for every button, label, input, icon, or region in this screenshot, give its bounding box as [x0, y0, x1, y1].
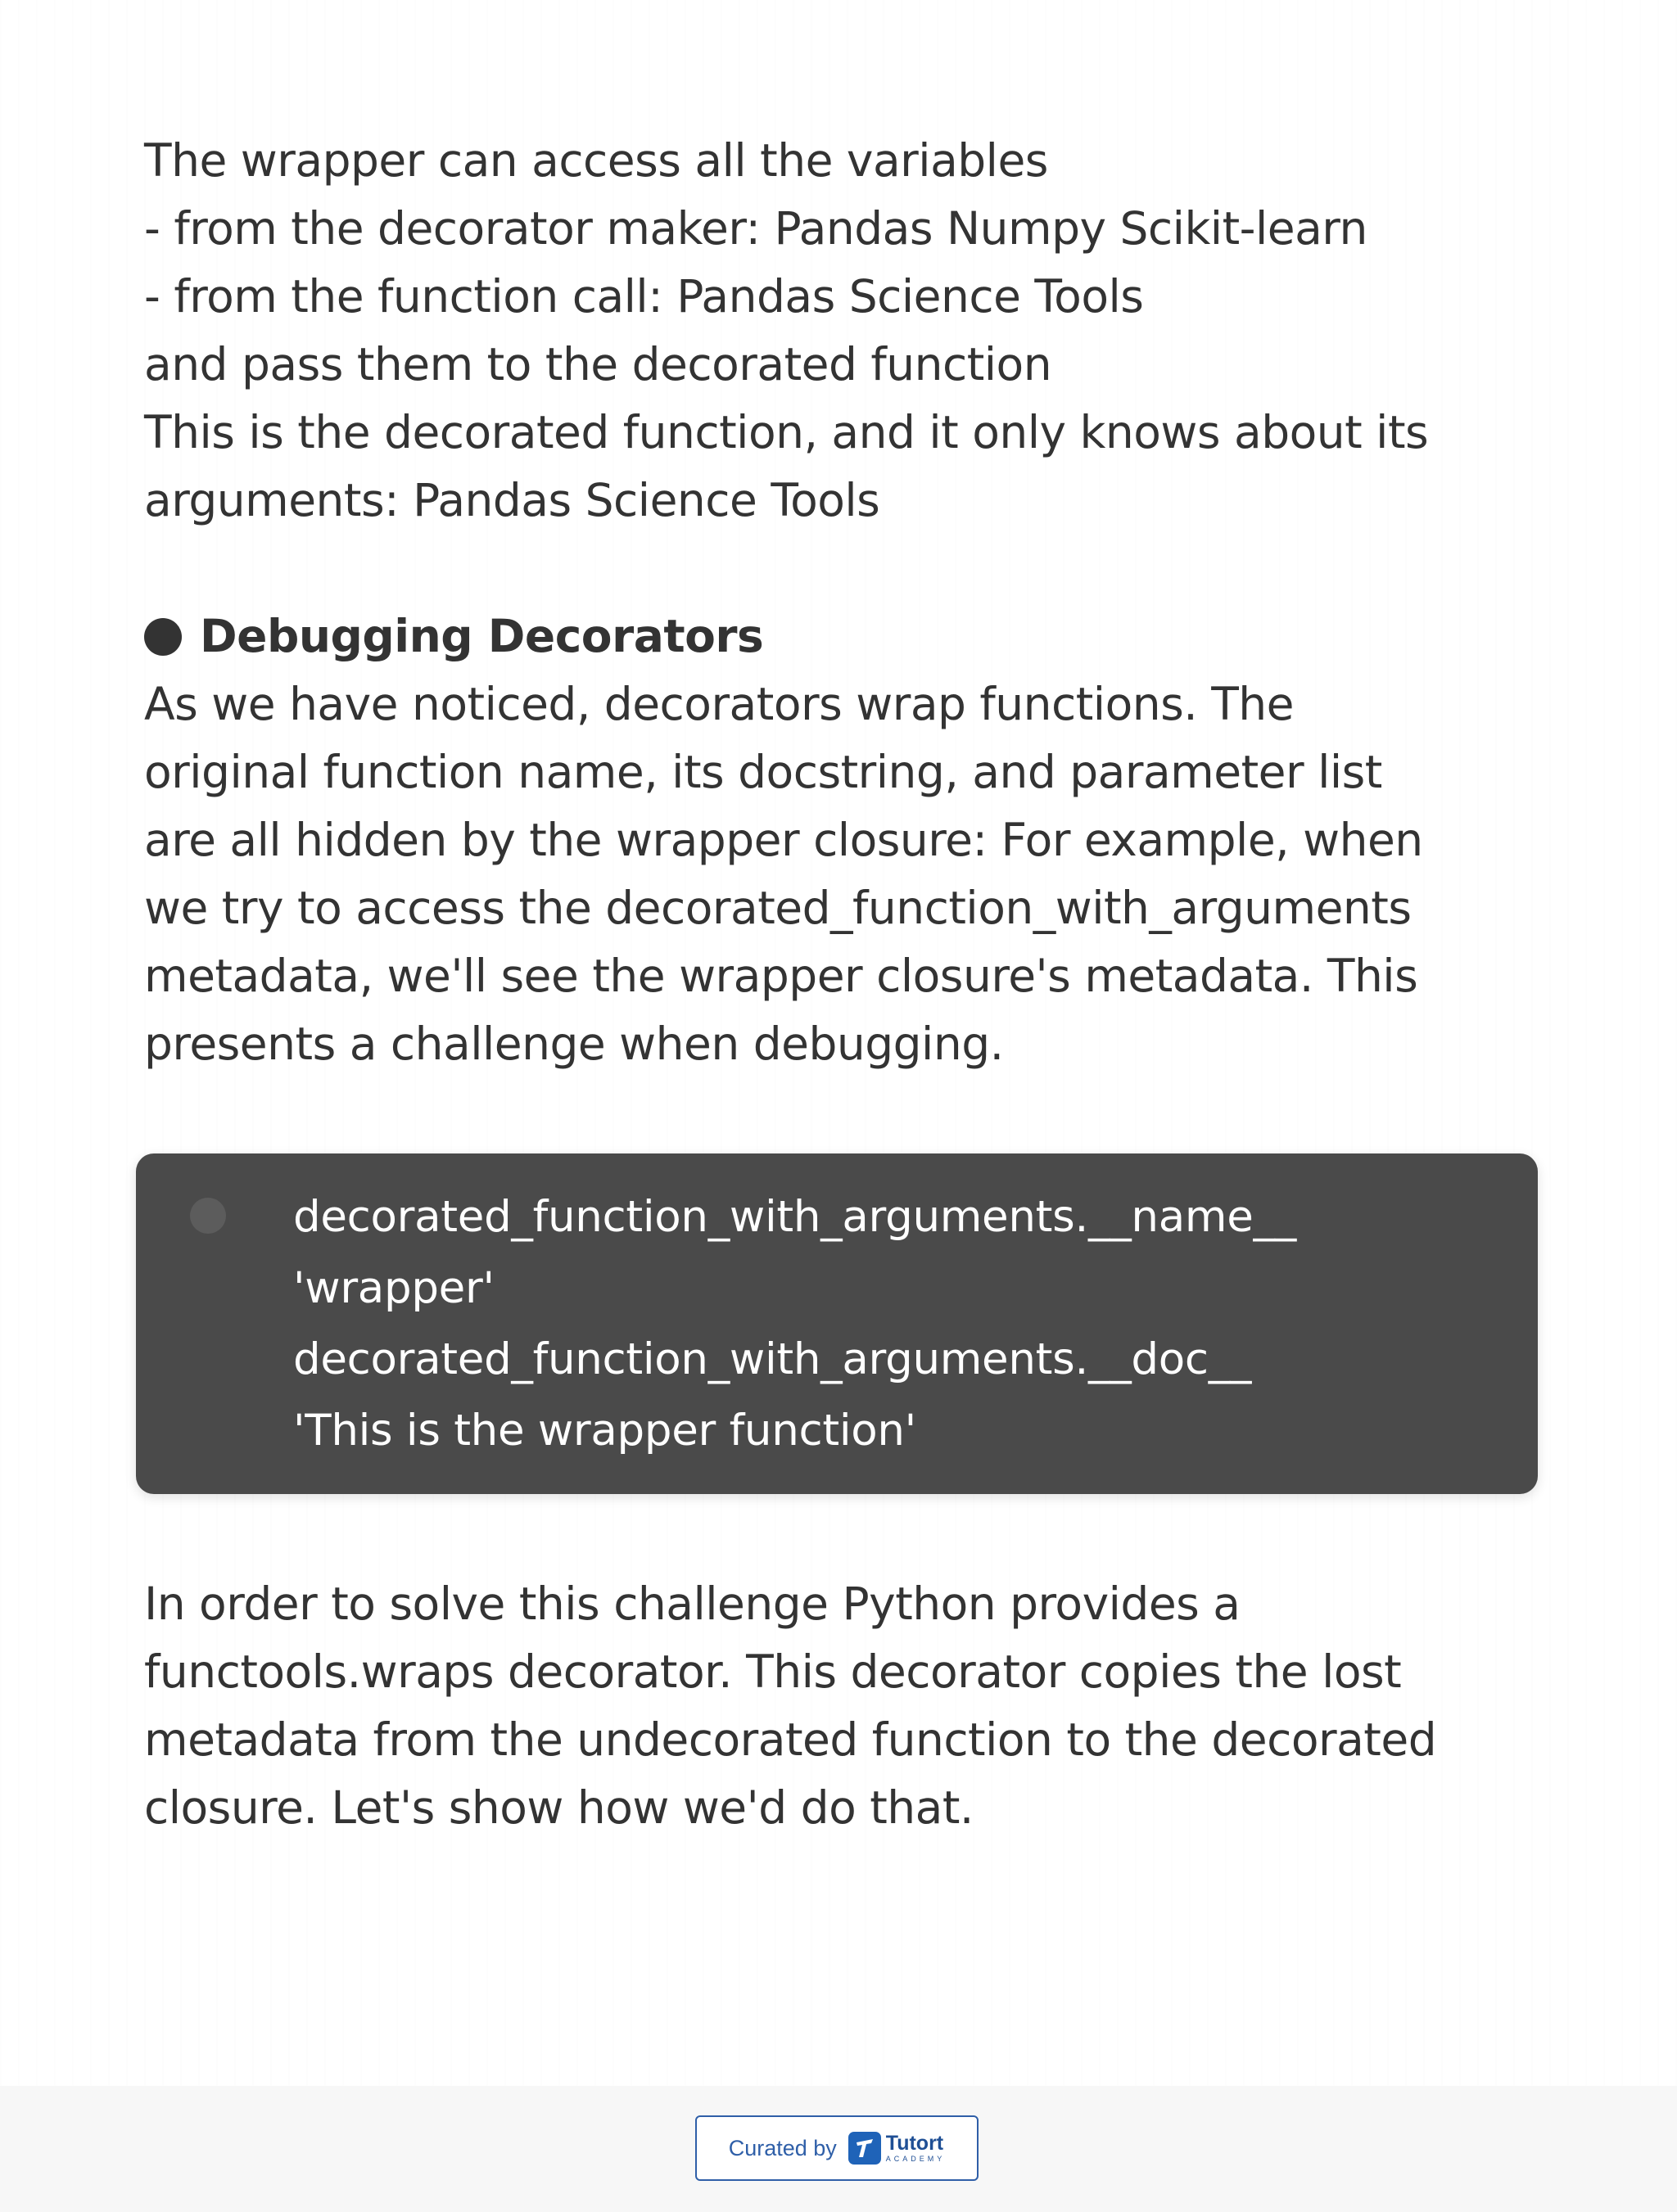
code-block: [136, 1153, 1538, 1494]
intro-line: arguments: Pandas Science Tools: [144, 474, 880, 526]
closing-line: functools.wraps decorator. This decorator copies the lost: [144, 1645, 1402, 1698]
intro-line: The wrapper can access all the variables: [144, 134, 1048, 187]
intro-line: - from the decorator maker: Pandas Numpy Scikit-learn: [144, 202, 1367, 255]
tutort-wordmark: [886, 2133, 946, 2163]
intro-line: This is the decorated function, and it only knows about its: [144, 406, 1429, 458]
code-line: decorated_function_with_arguments.__name__: [293, 1192, 1296, 1242]
section-line: are all hidden by the wrapper closure: For example, when: [144, 814, 1423, 866]
section-line: As we have noticed, decorators wrap functions. The: [144, 678, 1295, 730]
closing-line: In order to solve this challenge Python provides a: [144, 1578, 1241, 1630]
curated-by-badge[interactable]: [695, 2115, 979, 2181]
tutort-mark-icon: [854, 2137, 875, 2160]
section-spacer: [144, 535, 1585, 603]
section-line: original function name, its docstring, and parameter list: [144, 746, 1382, 798]
code-lines: [293, 1181, 1296, 1466]
brand-name: Tutort: [885, 2132, 944, 2155]
section-heading-text: Debugging Decorators: [200, 610, 764, 662]
closing-paragraph: [144, 1570, 1602, 1842]
closing-line: closure. Let's show how we'd do that.: [144, 1781, 974, 1834]
article-body: [144, 127, 1585, 1078]
footer: [0, 2086, 1677, 2212]
code-line: 'This is the wrapper function': [293, 1406, 916, 1456]
section-heading: [144, 603, 1585, 670]
section-line: presents a challenge when debugging.: [144, 1018, 1004, 1070]
intro-line: and pass them to the decorated function: [144, 338, 1052, 390]
closing-block: [144, 1570, 1602, 1842]
closing-line: metadata from the undecorated function to the decorated: [144, 1713, 1437, 1766]
section-paragraph: [144, 670, 1585, 1078]
section-line: we try to access the decorated_function_with_arguments: [144, 882, 1412, 934]
curated-by-label: Curated by: [728, 2135, 837, 2160]
code-bullet-icon: [190, 1198, 226, 1234]
intro-paragraph: [144, 127, 1585, 535]
code-line: 'wrapper': [293, 1263, 495, 1313]
section-line: metadata, we'll see the wrapper closure's metadata. This: [144, 950, 1418, 1002]
tutort-logo-icon: [848, 2132, 881, 2165]
brand-subtitle: ACADEMY: [885, 2155, 946, 2163]
intro-line: - from the function call: Pandas Science Tools: [144, 270, 1144, 323]
bullet-icon: [144, 618, 182, 656]
code-line: decorated_function_with_arguments.__doc__: [293, 1334, 1252, 1384]
